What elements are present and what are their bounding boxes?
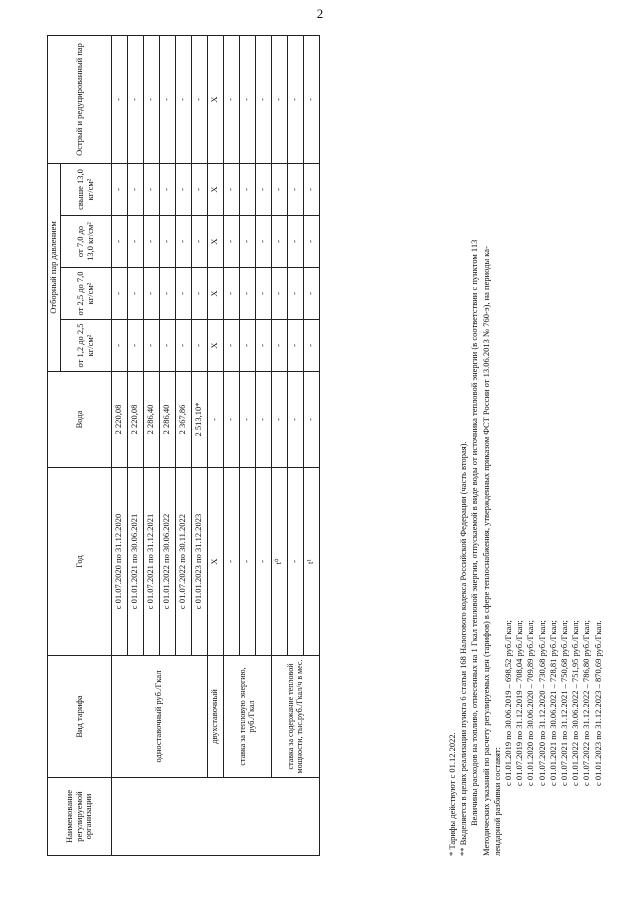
cell-value: - bbox=[127, 320, 143, 372]
energy-rate-label: ставка за тепловую энергию, руб./Гкал bbox=[223, 656, 271, 778]
cell-value: - bbox=[159, 216, 175, 268]
cell-value: - bbox=[223, 268, 239, 320]
cell-value: - bbox=[111, 320, 127, 372]
cell-year: с 01.07.2021 по 31.12.2021 bbox=[143, 468, 159, 656]
cell-value: - bbox=[255, 216, 271, 268]
cell-value: - bbox=[223, 163, 239, 215]
cell-water: 2 220,08 bbox=[127, 372, 143, 468]
cell-value: - bbox=[287, 163, 303, 215]
cell-value: X bbox=[207, 35, 223, 163]
cell-value: - bbox=[127, 35, 143, 163]
cell-year: с 01.07.2020 по 31.12.2020 bbox=[111, 468, 127, 656]
cell-value: - bbox=[255, 35, 271, 163]
cell-value: - bbox=[159, 35, 175, 163]
cell-value: - bbox=[175, 216, 191, 268]
cell-value: X bbox=[207, 320, 223, 372]
period-item: с 01.01.2019 по 30.06.2019 – 698,52 руб./Гкал; bbox=[503, 620, 514, 786]
cell-value: - bbox=[143, 163, 159, 215]
cell-value: - bbox=[287, 268, 303, 320]
cell-value: - bbox=[303, 216, 319, 268]
power-rate-label: ставка за содержание тепловой мощности, тыс.руб./Гкал/ч в мес. bbox=[271, 656, 319, 778]
cell-year: - bbox=[255, 468, 271, 656]
cell-value: - bbox=[191, 320, 207, 372]
cell-value: - bbox=[143, 216, 159, 268]
cell-value: - bbox=[127, 216, 143, 268]
cell-value: - bbox=[303, 320, 319, 372]
header-steam-col-1: от 1,2 до 2,5 кг/см² bbox=[60, 320, 111, 372]
header-water: Вода bbox=[48, 372, 112, 468]
cell-value: - bbox=[223, 35, 239, 163]
cell-value: - bbox=[191, 35, 207, 163]
cell-value: - bbox=[111, 163, 127, 215]
period-item: с 01.01.2021 по 30.06.2021 – 728,81 руб./Гкал; bbox=[547, 620, 558, 786]
cell-value: - bbox=[143, 320, 159, 372]
cell-water: - bbox=[239, 372, 255, 468]
cell-value: - bbox=[239, 216, 255, 268]
cell-year: t¹ bbox=[303, 468, 319, 656]
cell-value: - bbox=[239, 163, 255, 215]
header-row-1 bbox=[48, 35, 61, 855]
period-item: с 01.01.2023 по 31.12.2023 – 870,69 руб./Гкал. bbox=[592, 620, 603, 786]
cell-year: - bbox=[287, 468, 303, 656]
cell-water: 2 367,86 bbox=[175, 372, 191, 468]
cell-value: - bbox=[175, 163, 191, 215]
cell-water: - bbox=[271, 372, 287, 468]
tariff-table bbox=[47, 35, 320, 856]
cell-year: - bbox=[239, 468, 255, 656]
header-steam-col-4: свыше 13,0 кг/см² bbox=[60, 163, 111, 215]
cell-value: - bbox=[271, 35, 287, 163]
cell-value: - bbox=[303, 268, 319, 320]
cell-value: - bbox=[111, 268, 127, 320]
cell-value: - bbox=[271, 163, 287, 215]
cell-water: 2 286,40 bbox=[159, 372, 175, 468]
page-number: 2 bbox=[316, 6, 324, 21]
cell-value: - bbox=[175, 35, 191, 163]
cell-value: - bbox=[191, 216, 207, 268]
cell-value: - bbox=[143, 268, 159, 320]
cell-value: - bbox=[175, 320, 191, 372]
cell-water: - bbox=[303, 372, 319, 468]
cell-value: - bbox=[223, 216, 239, 268]
fuel-cost-paragraph-cont: Методических указаний по расчету регулируемых цен (тарифов) в сфере теплоснабжения, утвержденных приказом ФСТ России от 13.06.2013 № 760-э), на периоды ка- bbox=[480, 246, 491, 856]
cell-value: - bbox=[111, 216, 127, 268]
cell-value: - bbox=[303, 163, 319, 215]
cell-water: - bbox=[223, 372, 239, 468]
header-steam: Отборный пар давлением bbox=[48, 163, 61, 371]
cell-value: X bbox=[207, 268, 223, 320]
org-name-cell bbox=[111, 778, 319, 856]
cell-value: - bbox=[239, 320, 255, 372]
footnotes bbox=[447, 36, 604, 856]
period-item: с 01.01.2020 по 30.06.2020 – 709,89 руб./Гкал; bbox=[525, 620, 536, 786]
cell-value: - bbox=[239, 35, 255, 163]
cell-value: - bbox=[159, 268, 175, 320]
cell-year: с 01.01.2021 по 30.06.2021 bbox=[127, 468, 143, 656]
cell-value: - bbox=[255, 163, 271, 215]
cell-value: - bbox=[271, 320, 287, 372]
header-sharp-steam: Острый и редуцированный пар bbox=[48, 35, 112, 163]
cell-value: - bbox=[255, 268, 271, 320]
table-row bbox=[111, 35, 127, 855]
cell-value: - bbox=[127, 268, 143, 320]
cell-value: - bbox=[127, 163, 143, 215]
header-org: Наименование регулируемой организации bbox=[48, 778, 112, 856]
cell-year: t⁰ bbox=[271, 468, 287, 656]
fuel-cost-paragraph-end: лендарной разбивки составят: bbox=[491, 747, 502, 856]
cell-value: - bbox=[271, 268, 287, 320]
period-item: с 01.07.2022 по 31.12.2022 – 786,80 руб./Гкал; bbox=[581, 620, 592, 786]
cell-water: - bbox=[287, 372, 303, 468]
cell-value: - bbox=[287, 320, 303, 372]
footnote-1: * Тарифы действуют с 01.12.2022. bbox=[447, 732, 457, 856]
cell-value: - bbox=[223, 320, 239, 372]
cell-value: - bbox=[287, 35, 303, 163]
table-row bbox=[223, 35, 239, 855]
cell-water: - bbox=[255, 372, 271, 468]
cell-year: - bbox=[223, 468, 239, 656]
header-year: Год bbox=[48, 468, 112, 656]
cell-water: 2 286,40 bbox=[143, 372, 159, 468]
cell-value: - bbox=[271, 216, 287, 268]
cell-value: - bbox=[143, 35, 159, 163]
period-item: с 01.01.2022 по 30.06.2022 – 751,95 руб./Гкал; bbox=[570, 620, 581, 786]
cell-year: с 01.01.2022 по 30.06.2022 bbox=[159, 468, 175, 656]
cell-value: - bbox=[191, 268, 207, 320]
fuel-cost-paragraph: Величины расходов на топливо, отнесенных на 1 Гкал тепловой энергии, отпускаемой в виде воды от источника тепловой энергии (в соответствии с пунктом 113 bbox=[469, 239, 480, 826]
cell-year: с 01.07.2022 по 30.11.2022 bbox=[175, 468, 191, 656]
table-row bbox=[271, 35, 287, 855]
cell-value: - bbox=[159, 320, 175, 372]
cell-water: - bbox=[207, 372, 223, 468]
cell-water: 2 220,08 bbox=[111, 372, 127, 468]
header-steam-col-2: от 2,5 до 7,0 кг/см² bbox=[60, 268, 111, 320]
cell-value: - bbox=[159, 163, 175, 215]
cell-year: с 01.01.2023 по 31.12.2023 bbox=[191, 468, 207, 656]
two-rate-label: двухставочный bbox=[207, 656, 223, 778]
cell-value: - bbox=[191, 163, 207, 215]
period-item: с 01.07.2019 по 31.12.2019 – 708,04 руб./Гкал; bbox=[514, 620, 525, 786]
rotated-page-content bbox=[47, 36, 618, 856]
cell-value: X bbox=[207, 216, 223, 268]
period-item: с 01.07.2020 по 31.12.2020 – 730,68 руб./Гкал; bbox=[536, 620, 547, 786]
cell-value: - bbox=[255, 320, 271, 372]
footnote-2: ** Выделяется в целях реализации пункта 6 статьи 168 Налогового кодекса Российской Федерации (часть вторая). bbox=[458, 441, 469, 856]
cell-value: - bbox=[287, 216, 303, 268]
header-steam-col-3: от 7,0 до 13,0 кг/см² bbox=[60, 216, 111, 268]
single-rate-label: одноставочный руб./Гкал bbox=[111, 656, 207, 778]
period-item: с 01.07.2021 по 31.12.2021 – 750,68 руб./Гкал; bbox=[559, 620, 570, 786]
cell-value: - bbox=[239, 268, 255, 320]
table-row bbox=[207, 35, 223, 855]
cell-value: X bbox=[207, 163, 223, 215]
header-tariff-type: Вид тарифа bbox=[48, 656, 112, 778]
cell-value: - bbox=[111, 35, 127, 163]
cell-water: 2 513,10* bbox=[191, 372, 207, 468]
cell-value: - bbox=[175, 268, 191, 320]
cell-year: X bbox=[207, 468, 223, 656]
cell-value: - bbox=[303, 35, 319, 163]
